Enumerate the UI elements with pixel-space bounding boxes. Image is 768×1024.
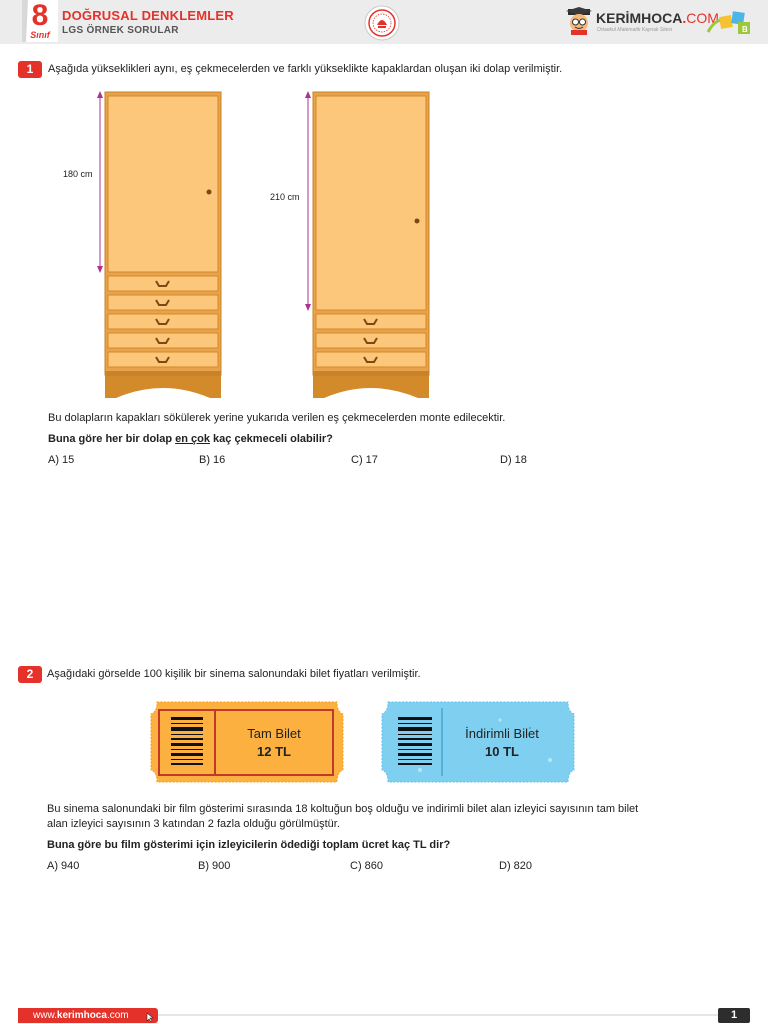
q1-option-b[interactable]: B) 16 bbox=[199, 454, 226, 466]
q2-option-d[interactable]: D) 820 bbox=[499, 860, 533, 872]
discount-ticket-price: 10 TL bbox=[485, 744, 519, 759]
q2-question: Buna göre bu film gösterimi için izleyicilerin ödediği toplam ücret kaç TL dir? bbox=[47, 839, 451, 851]
grade-number: 8 bbox=[31, 0, 49, 32]
left-drawers bbox=[108, 276, 218, 367]
q1-option-a[interactable]: A) 15 bbox=[48, 454, 75, 466]
cursor-icon bbox=[146, 1013, 154, 1022]
abc-blocks-icon bbox=[706, 8, 752, 36]
svg-text:B: B bbox=[742, 25, 748, 34]
right-cabinet bbox=[268, 88, 436, 402]
brand-main: KERİMHOCA bbox=[596, 10, 683, 26]
footer-link-main: kerimhoca bbox=[56, 1010, 107, 1021]
q2-intro: Aşağıdaki görselde 100 kişilik bir sinema salonundaki bilet fiyatları verilmiştir. bbox=[47, 668, 421, 680]
q1-intro: Aşağıda yükseklikleri aynı, eş çekmecelerden ve farklı yükseklikte kapaklardan oluşan iki dolap verilmiştir. bbox=[48, 63, 563, 75]
discount-ticket-label: İndirimli Bilet bbox=[465, 726, 539, 741]
brand-tagline: Ortaokul Matematik Kaynak Sitesi bbox=[597, 27, 673, 33]
question-2-number: 2 bbox=[18, 666, 42, 683]
brand-com: COM bbox=[686, 10, 719, 26]
full-ticket-price: 12 TL bbox=[257, 744, 291, 759]
q1-statement: Bu dolapların kapakları sökülerek yerine yukarıda verilen eş çekmecelerden monte edilecektir. bbox=[48, 412, 506, 424]
q2-option-c[interactable]: C) 860 bbox=[350, 860, 384, 872]
footer-divider bbox=[158, 1014, 718, 1016]
kerimhoca-mascot-icon bbox=[566, 7, 592, 35]
q1-option-d[interactable]: D) 18 bbox=[500, 454, 527, 466]
q2-option-b[interactable]: B) 900 bbox=[198, 860, 231, 872]
grade-word: Sınıf bbox=[30, 30, 50, 40]
right-door-height-label: 210 cm bbox=[270, 192, 300, 202]
footer-website-link[interactable] bbox=[33, 1010, 129, 1021]
left-cabinet bbox=[60, 88, 228, 402]
q1-question-pre: Buna göre her bir dolap bbox=[48, 433, 176, 445]
brand-logo-text bbox=[596, 10, 719, 26]
q1-question-emph: en çok bbox=[175, 433, 210, 445]
left-door-height-label: 180 cm bbox=[63, 169, 93, 179]
q1-question bbox=[48, 433, 333, 445]
q1-option-c[interactable]: C) 17 bbox=[351, 454, 378, 466]
q2-statement-line2: alan izleyici sayısının 3 katından 2 fazla olduğu görülmüştür. bbox=[47, 818, 340, 830]
q1-question-post: kaç çekmeceli olabilir? bbox=[209, 433, 333, 445]
full-ticket-label: Tam Bilet bbox=[247, 726, 301, 741]
page-number: 1 bbox=[718, 1008, 750, 1023]
footer-link-suffix: .com bbox=[106, 1010, 129, 1021]
full-ticket bbox=[149, 700, 345, 784]
footer-link-prefix: www. bbox=[33, 1010, 57, 1021]
right-drawers bbox=[316, 314, 426, 367]
ministry-seal-icon bbox=[364, 5, 400, 41]
q2-statement-line1: Bu sinema salonundaki bir film gösterimi sırasında 18 koltuğun boş olduğu ve indirimli bilet alan izleyici sayısının tam bilet bbox=[47, 803, 639, 815]
brand-dot: . bbox=[682, 10, 687, 26]
q2-option-a[interactable]: A) 940 bbox=[47, 860, 80, 872]
question-1-number: 1 bbox=[18, 61, 42, 78]
discount-ticket bbox=[380, 700, 576, 784]
page-subtitle: LGS ÖRNEK SORULAR bbox=[62, 25, 179, 36]
page-title: DOĞRUSAL DENKLEMLER bbox=[62, 8, 234, 23]
